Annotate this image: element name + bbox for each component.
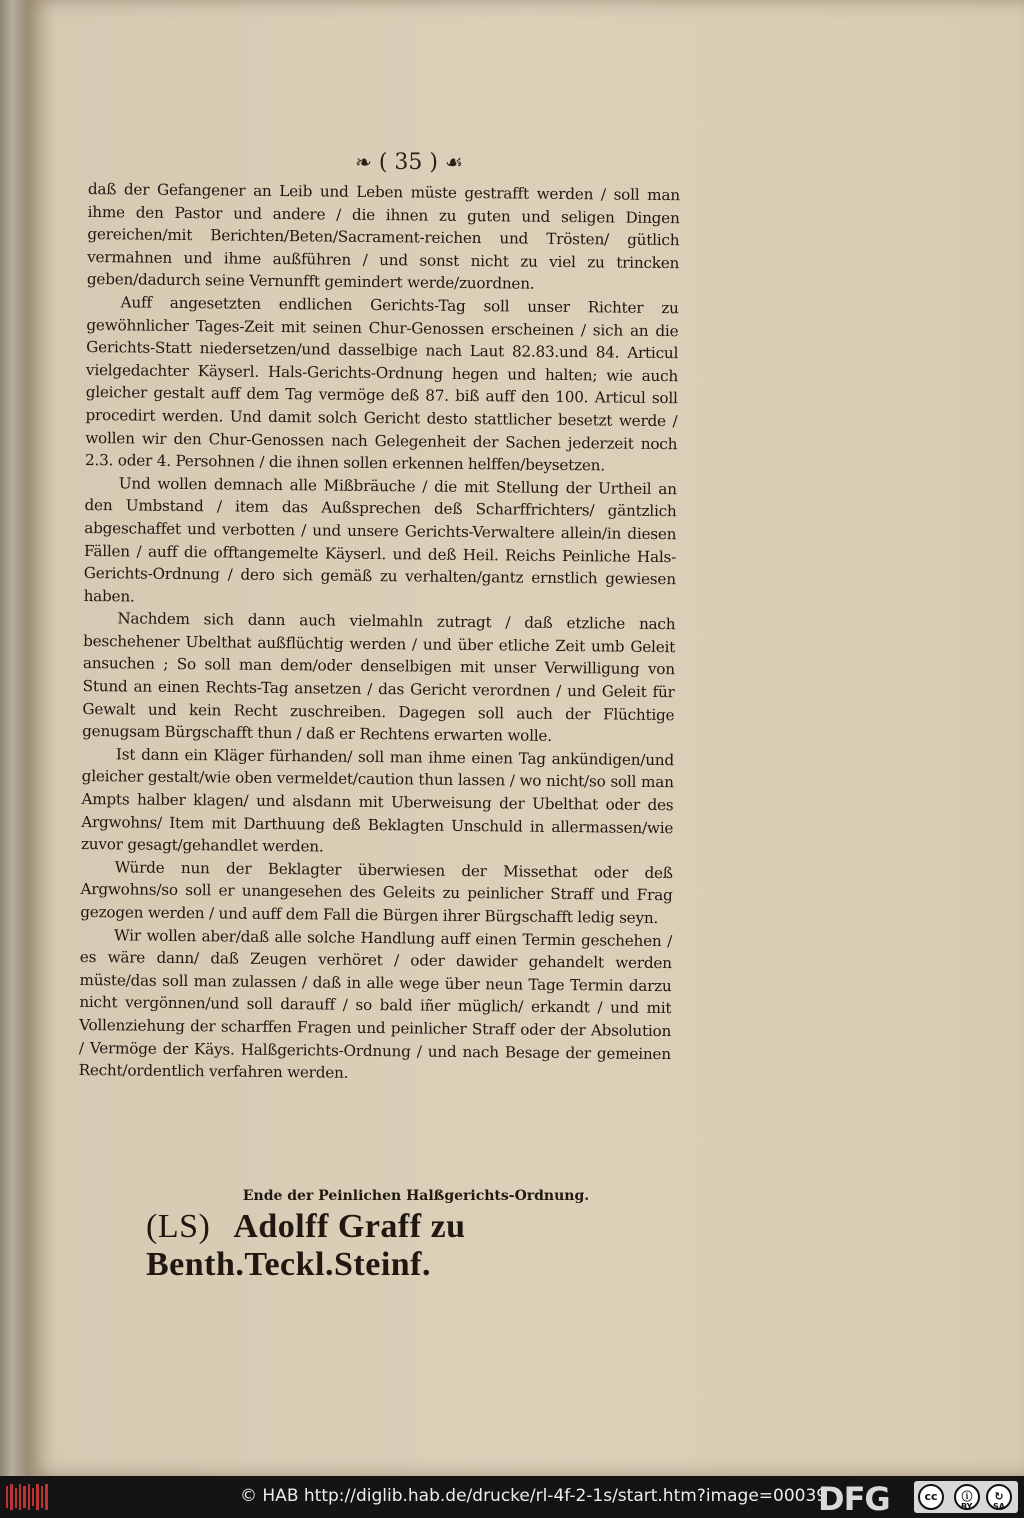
sa-label: SA bbox=[993, 1502, 1005, 1511]
cc-icon: cc bbox=[918, 1484, 944, 1510]
footer-bar bbox=[0, 1476, 1024, 1518]
page-number: ( 35 ) bbox=[378, 150, 438, 175]
paragraph-3: Und wollen demnach alle Mißbräuche / die mit Stellung der Urtheil an den Umbstand / item das Außsprechen deß Scharffrichters/ gäntzlich abgeschaffet und verbotten / und unsere Gerichts-Verwaltere allein/in diesen Fällen / auff die offtangemelte Käyserl. und deß Heil. Reichs Peinliche Hals-Gerichts-Ordnung / dero sich gemäß zu verhalten/gantz ernstlich gewiesen haben. bbox=[83, 474, 677, 606]
body-text bbox=[79, 178, 680, 1088]
barcode-icon bbox=[6, 1482, 50, 1512]
ornament-left-icon: ❧ bbox=[355, 150, 372, 174]
signature-name: Adolff Graff zu Benth.Teckl.Steinf. bbox=[146, 1208, 466, 1283]
ornament-right-icon: ☙ bbox=[444, 150, 463, 174]
paragraph-5: Ist dann ein Kläger fürhanden/ soll man ihme einen Tag ankündigen/und gleicher gestalt/wie oben vermeldet/caution thun lassen / wo nicht/so soll man Ampts halber klagen/ und alsdann mit Uberweisung der Ubelthat oder des Argwohns/ Item mit Darthuung deß Beklagten Unschuld in allermassen/wie zuvor gesagt/gehandlet werden. bbox=[80, 745, 675, 856]
paragraph-6: Würde nun der Beklagter überwiesen der Missethat oder deß Argwohns/so soll er unangesehen des Geleits zu peinlicher Straff und Frag gezogen werden / und auff dem Fall die Bürgen ihrer Bürgschafft ledig seyn. bbox=[80, 858, 673, 928]
paragraph-1: daß der Gefangener an Leib und Leben müste gestrafft werden / soll man ihme den Pastor und andere / die ihnen zu guten und seligen Dingen gereichen/mit Berichten/Beten/Sacrament-reichen und Trösten/ gütlich vermahnen und ihme außführen / und sonst nicht zu viel zu trincken geben/dadurch seine Vernunfft gemindert werde/zuordnen. bbox=[86, 179, 680, 294]
dfg-logo: DFG bbox=[818, 1480, 890, 1518]
paragraph-2: Auff angesetzten endlichen Gerichts-Tag soll unser Richter zu gewöhnlicher Tages-Zeit mit seinen Chur-Genossen erscheinen / sich an die Gerichts-Statt niedersetzen/und dasselbige nach Laut 82.83.und 84. Articul vielgedachter Käyserl. Hals-Gerichts-Ordnung hegen und halten; wie auch gleicher gestalt auff dem Tag vermöge deß 87. biß auff den 100. Articul soll procedirt werden. Und damit solch Gericht desto stattlicher besetzt werde / wollen wir den Chur-Genossen nach Gelegenheit der Sachen jederzeit noch 2.3. oder 4. Persohnen / die ihnen sollen erkennen helffen/beysetzen. bbox=[84, 293, 679, 475]
copyright-link[interactable]: © HAB http://diglib.hab.de/drucke/rl-4f-2-1s/start.htm?image=00039 bbox=[240, 1486, 828, 1506]
page-number-header bbox=[344, 150, 474, 175]
end-title: Ende der Peinlichen Halßgerichts-Ordnung. bbox=[242, 1188, 590, 1204]
previous-page-edge bbox=[0, 0, 26, 1476]
paragraph-4: Nachdem sich dann auch vielmahln zutragt / daß etzliche nach beschehener Ubelthat außflüchtig werden / und über etliche Zeit umb Geleit ansuchen ; So soll man dem/oder denselbigen mit unser Verwilligung von Stund an einen Rechts-Tag ansetzen / das Gericht verordnen / und Geleit für Gewalt und kein Recht zuschreiben. Dagegen soll auch der Flüchtige genugsam Bürgschafft thun / daß er Rechtens erwarten wolle. bbox=[82, 609, 676, 746]
cc-license-badge[interactable] bbox=[914, 1481, 1018, 1513]
signature-line bbox=[146, 1208, 706, 1284]
sa-icon: ↻ bbox=[986, 1484, 1012, 1510]
paragraph-7: Wir wollen aber/daß alle solche Handlung auff einen Termin geschehen / es wäre dann/ daß Zeugen verhöret / oder dawider gehandelt werden müste/das soll man zulassen / daß in alle wege über neun Tage Termin darzu nicht vergönnen/und soll darauff / so bald iñer müglich/ erkandt / und mit Vollenziehung der scharffen Fragen und peinlicher Straff oder der Absolution / Vermöge der Käys. Halßgerichts-Ordnung / und nach Besage der gemeinen Recht/ordentlich verfahren werden. bbox=[78, 925, 673, 1082]
by-icon: ⓘ bbox=[954, 1484, 980, 1510]
seal-mark: (LS) bbox=[146, 1208, 211, 1245]
by-label: BY bbox=[961, 1502, 973, 1511]
